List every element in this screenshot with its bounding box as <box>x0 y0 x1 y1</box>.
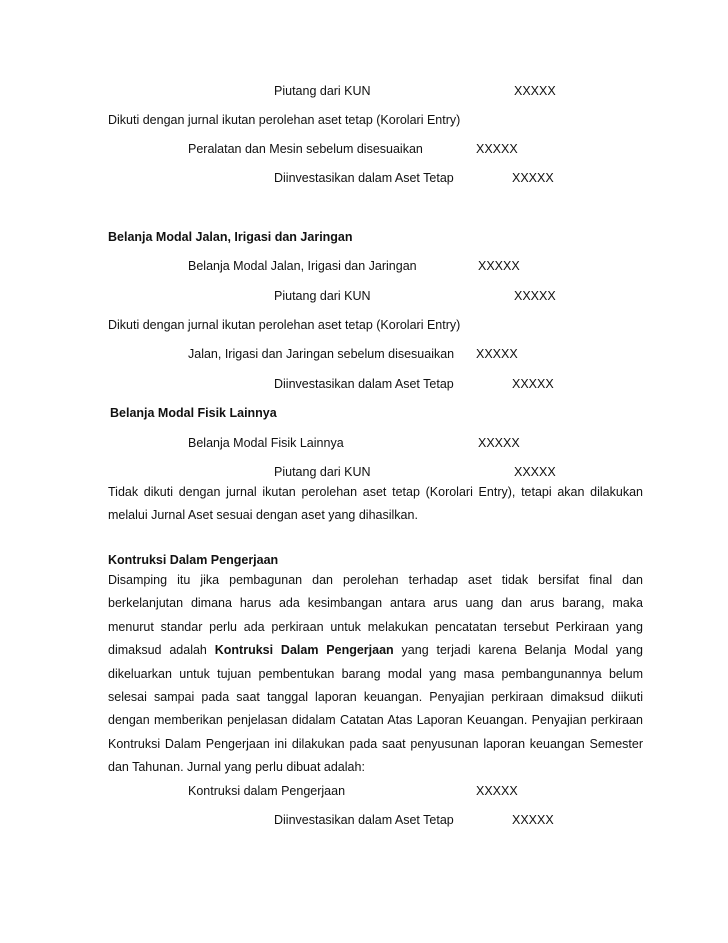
paragraph-text: yang terjadi karena Belanja Modal yang <box>401 643 643 658</box>
journal-credit-account: Diinvestasikan dalam Aset Tetap <box>274 813 454 827</box>
journal-credit-account: Diinvestasikan dalam Aset Tetap <box>274 377 454 391</box>
journal-credit-account: Piutang dari KUN <box>274 465 371 479</box>
paragraph-line: Tidak dikuti dengan jurnal ikutan perolehan aset tetap (Korolari Entry), tetapi akan dilakukan <box>108 485 643 499</box>
journal-credit-account: Piutang dari KUN <box>274 84 371 98</box>
journal-debit-amount: XXXXX <box>478 259 520 273</box>
kdp-bold-term: Kontruksi Dalam Pengerjaan <box>214 643 394 658</box>
journal-credit-amount: XXXXX <box>512 813 554 827</box>
paragraph-line: dikeluarkan untuk tujuan pembentukan barang modal yang masa pembangunannya belum <box>108 666 643 681</box>
paragraph-text: dimaksud adalah <box>108 643 207 658</box>
journal-credit-amount: XXXXX <box>512 171 554 185</box>
journal-debit-account: Jalan, Irigasi dan Jaringan sebelum disesuaikan <box>188 347 455 361</box>
korolari-note: Dikuti dengan jurnal ikutan perolehan aset tetap (Korolari Entry) <box>108 113 461 127</box>
section-heading-kdp: Kontruksi Dalam Pengerjaan <box>108 553 279 567</box>
paragraph-line: berkelanjutan dimana harus ada kesimbangan antara arus uang dan arus barang, maka <box>108 596 643 611</box>
journal-credit-account: Piutang dari KUN <box>274 289 371 303</box>
paragraph-line: Kontruksi Dalam Pengerjaan ini dilakukan pada saat penyusunan laporan keuangan Semester <box>108 736 643 751</box>
journal-debit-account: Belanja Modal Fisik Lainnya <box>188 436 344 450</box>
paragraph-line: menurut standar perlu ada perkiraan untuk melakukan pencatatan tersebut Perkiraan yang <box>108 619 643 634</box>
journal-debit-amount: XXXXX <box>478 436 520 450</box>
journal-credit-amount: XXXXX <box>512 377 554 391</box>
kdp-paragraph <box>108 569 643 780</box>
journal-debit-account: Peralatan dan Mesin sebelum disesuaikan <box>188 142 423 156</box>
korolari-note: Dikuti dengan jurnal ikutan perolehan aset tetap (Korolari Entry) <box>108 318 461 332</box>
section-heading-jalan: Belanja Modal Jalan, Irigasi dan Jaringan <box>108 230 353 244</box>
journal-credit-amount: XXXXX <box>514 465 556 479</box>
journal-debit-account: Kontruksi dalam Pengerjaan <box>188 784 346 798</box>
journal-credit-amount: XXXXX <box>514 84 556 98</box>
journal-debit-amount: XXXXX <box>476 784 518 798</box>
section-heading-fisik: Belanja Modal Fisik Lainnya <box>110 406 277 420</box>
paragraph-line: dan Tahunan. Jurnal yang perlu dibuat adalah: <box>108 760 365 775</box>
journal-debit-account: Belanja Modal Jalan, Irigasi dan Jaringan <box>188 259 417 273</box>
journal-credit-account: Diinvestasikan dalam Aset Tetap <box>274 171 454 185</box>
paragraph-line-mixed <box>108 639 643 662</box>
journal-credit-amount: XXXXX <box>514 289 556 303</box>
paragraph-line: selesai sampai pada saat tanggal laporan keuangan. Penyajian perkiraan dimaksud diikuti <box>108 690 643 705</box>
paragraph-line: Disamping itu jika pembagunan dan perolehan terhadap aset tidak bersifat final dan <box>108 573 643 587</box>
journal-debit-amount: XXXXX <box>476 347 518 361</box>
fisik-note-paragraph <box>108 481 643 528</box>
paragraph-line: melalui Jurnal Aset sesuai dengan aset yang dihasilkan. <box>108 508 418 523</box>
journal-debit-amount: XXXXX <box>476 142 518 156</box>
paragraph-line: dengan memberikan penjelasan didalam Catatan Atas Laporan Keuangan. Penyajian perkiraan <box>108 713 643 728</box>
